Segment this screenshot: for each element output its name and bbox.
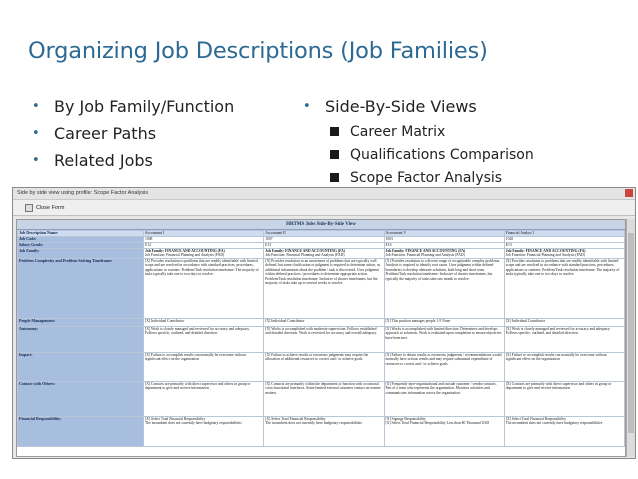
table-cell: [X] Work is closely managed and reviewed for accuracy and adequacy. Follows specific, outlined, and detailed direction. — [504, 327, 624, 353]
table-cell: E12 — [144, 243, 264, 249]
table-cell: [X] Works is accomplished with limited direction. Determines and develops approach to solutions. Work is evaluated upon completion to ensure objectives have been met. — [384, 327, 504, 353]
row-label: Job Description Name: — [18, 231, 144, 237]
table-cell: Accountant I — [144, 231, 264, 237]
table-row — [18, 353, 625, 382]
table-cell: E13 — [264, 243, 384, 249]
table-cell: [X] Failure to obtain results or erroneous judgments / recommendations would normally have serious results and may require substantial expenditure of resources to correct and / or achieve goals. — [384, 353, 504, 382]
window-title: Side by side view using profile: Scope Factor Analysis — [13, 188, 635, 200]
table-cell: E13 — [504, 243, 624, 249]
table-cell: [X] Failure to accomplish results can normally be overcome without significant effect on the organization — [144, 353, 264, 382]
cell-line: Job Family: FINANCE AND ACCOUNTING (FA) — [505, 249, 586, 253]
table-row — [18, 382, 625, 417]
jobs-grid-sheet — [16, 219, 626, 457]
table-cell: 1008 — [144, 237, 264, 243]
cell-line: Job Function: Financial Planning and Analysis (FAD) — [265, 253, 345, 258]
bullet-label: Career Paths — [54, 124, 157, 143]
row-label: Contact with Others: — [18, 382, 144, 417]
subbullet-qualifications — [330, 143, 623, 166]
bullet-dot-icon: • — [303, 99, 311, 114]
bullet-dot-icon: • — [32, 153, 40, 168]
row-label: Job Family: — [18, 249, 144, 259]
cell-line: [X] Select Total Financial Responsibility — [145, 417, 206, 421]
subbullet-scope-factor — [330, 166, 623, 189]
window-toolbar — [13, 200, 635, 216]
vertical-scrollbar[interactable] — [626, 219, 635, 457]
bullet-label: Side-By-Side Views — [325, 97, 477, 116]
table-cell: [X] Individual Contributor — [504, 319, 624, 327]
row-label: Salary Grade: — [18, 243, 144, 249]
cell-line: Job Family: FINANCE AND ACCOUNTING (FA) — [265, 249, 345, 253]
cell-line: [X] Select Total Financial Responsibility — [505, 417, 567, 421]
cell-line: Job Family: FINANCE AND ACCOUNTING (FA) — [385, 249, 466, 253]
side-by-side-window — [12, 187, 636, 459]
cell-line: Job Function: Financial Planning and Analysis (FAD) — [145, 253, 225, 258]
row-label: Impact: — [18, 353, 144, 382]
subbullet-career-matrix — [330, 120, 623, 143]
table-row — [18, 319, 625, 327]
row-label: People Management: — [18, 319, 144, 327]
subbullet-label: Scope Factor Analysis — [350, 169, 503, 186]
square-bullet-icon — [330, 150, 339, 159]
bullet-job-family — [32, 93, 282, 120]
bullet-label: Related Jobs — [54, 151, 153, 170]
table-row — [18, 417, 625, 447]
cell-line: The incumbent does not currently have budgetary responsibilities — [145, 421, 242, 426]
table-cell — [264, 249, 384, 259]
right-bullet-list — [303, 93, 623, 189]
table-cell: Accountant II — [264, 231, 384, 237]
bullet-related-jobs — [32, 147, 282, 174]
table-cell: [X] Contacts are primarily with direct supervisor and others in group or department to give and receive information. — [144, 382, 264, 417]
table-cell — [504, 417, 624, 447]
view-title: HRTMS Jobs Side-By-Side View — [17, 220, 625, 230]
bullet-label: By Job Family/Function — [54, 97, 235, 116]
jobs-comparison-table — [17, 230, 625, 447]
cell-line: Job Function: Financial Planning and Analysis (FAD) — [385, 253, 465, 258]
table-row — [18, 249, 625, 259]
table-cell: [X] Contacts are primarily with direct supervisor and others in group or department to give and receive information. — [504, 382, 624, 417]
cell-line: [X] Select Total Financial Responsibility — [265, 417, 326, 421]
bullet-dot-icon: • — [32, 126, 40, 141]
cell-line: Job Function: Financial Planning and Analysis (FAD) — [505, 253, 585, 258]
table-cell: Financial Analyst I — [504, 231, 624, 237]
table-cell: 1028 — [504, 237, 624, 243]
cell-line: Job Family: FINANCE AND ACCOUNTING (FA) — [145, 249, 225, 253]
table-cell: [X] Work is closely managed and reviewed for accuracy and adequacy. Follows specific, outlined, and detailed direction. — [144, 327, 264, 353]
bullet-dot-icon: • — [32, 99, 40, 114]
left-bullet-list — [32, 93, 282, 174]
table-cell: E16 — [384, 243, 504, 249]
table-cell: [X] Provides resolution to problems that are readily identifiable with limited scope and are resolved in accordance with standard practices, procedures, applications or routines. Problem/Task resolution timeframe: The majority of tasks typically take one to two days to resolve. — [504, 259, 624, 319]
bullet-side-by-side — [303, 93, 623, 120]
subbullet-label: Qualifications Comparison — [350, 146, 534, 163]
square-bullet-icon — [330, 173, 339, 182]
table-cell: [X] Failure to achieve results or erroneous judgments may require the allocation of additional resources to correct and / or achieve goals — [264, 353, 384, 382]
table-row — [18, 259, 625, 319]
bullet-career-paths — [32, 120, 282, 147]
row-label: Autonomy: — [18, 327, 144, 353]
cell-line: [X] Select Total Financial Responsibility Less than $0 Thousand USD — [385, 421, 490, 426]
subbullet-label: Career Matrix — [350, 123, 446, 140]
table-cell: 1003 — [384, 237, 504, 243]
table-row — [18, 327, 625, 353]
window-close-icon[interactable] — [625, 189, 633, 197]
table-cell: [X] Individual Contributor — [264, 319, 384, 327]
table-cell — [264, 417, 384, 447]
table-cell — [504, 249, 624, 259]
table-cell — [384, 249, 504, 259]
cell-line: The incumbent does not currently have budgetary responsibilities — [265, 421, 362, 426]
table-cell: [X] Provides resolution to a diverse range of recognizable complex problems. Analysis is required to identify root cause. Uses judgment within defined boundaries to develop alternate solutions, both long and short term. Problem/Task resolution timeframe: Inclusive of shorter timeframes, but typically the majority of tasks take one month to resolve. — [384, 259, 504, 319]
table-cell: [X] Individual Contributor — [144, 319, 264, 327]
table-cell — [144, 249, 264, 259]
cell-line: The incumbent does not currently have budgetary responsibilities — [505, 421, 603, 426]
table-cell: [X] Frequently inter-organizational and outside customer / vendor contacts. Part of a team who represents the organization. Monitors activities and communicates information across the organization. — [384, 382, 504, 417]
row-label: Problem Complexity and Problem Solving Timeframe: — [18, 259, 144, 319]
slide-title: Organizing Job Descriptions (Job Families) — [28, 38, 488, 64]
table-cell: [X] Works is accomplished with moderate supervision. Follows established and detailed direction. Work is reviewed for accuracy and overall adequacy. — [264, 327, 384, 353]
close-form-icon — [25, 204, 33, 212]
row-label: Financial Responsibility: — [18, 417, 144, 447]
table-cell: [X] Contacts are primarily within the department or function with occasional cross-functional interfaces. Some limited external customer contact on routine matters. — [264, 382, 384, 417]
table-cell: [X] Provides resolution to problems that are readily identifiable with limited scope and are resolved in accordance with standard practices, procedures, applications or routines. Problem/Task resolution timeframe: The majority of tasks typically take one to two days to resolve. — [144, 259, 264, 319]
row-label: Job Code: — [18, 237, 144, 243]
table-cell — [144, 417, 264, 447]
scrollbar-thumb[interactable] — [628, 233, 634, 433]
table-cell: 1007 — [264, 237, 384, 243]
table-cell: [X] This position manages people 1-5 None — [384, 319, 504, 327]
table-cell: Accountant V — [384, 231, 504, 237]
table-cell: [X] Failure to accomplish results can normally be overcome without significant effect on the organization — [504, 353, 624, 382]
table-cell: [X] Provides resolution to an assortment of problems that are typically well defined, but some clarification or judgment is required to determine action, as additional information about the problem / task is discovered. Uses judgment within defined practices / procedures to determine appropriate action. Problem/Task resolution timeframe: Inclusive of shorter timeframes, but the majority of tasks take up to several weeks to resolve. — [264, 259, 384, 319]
square-bullet-icon — [330, 127, 339, 136]
cell-line: [X] Signage Responsibility — [385, 417, 426, 421]
table-cell — [384, 417, 504, 447]
close-form-label: Close Form — [36, 204, 65, 211]
close-form-button[interactable] — [25, 204, 64, 212]
